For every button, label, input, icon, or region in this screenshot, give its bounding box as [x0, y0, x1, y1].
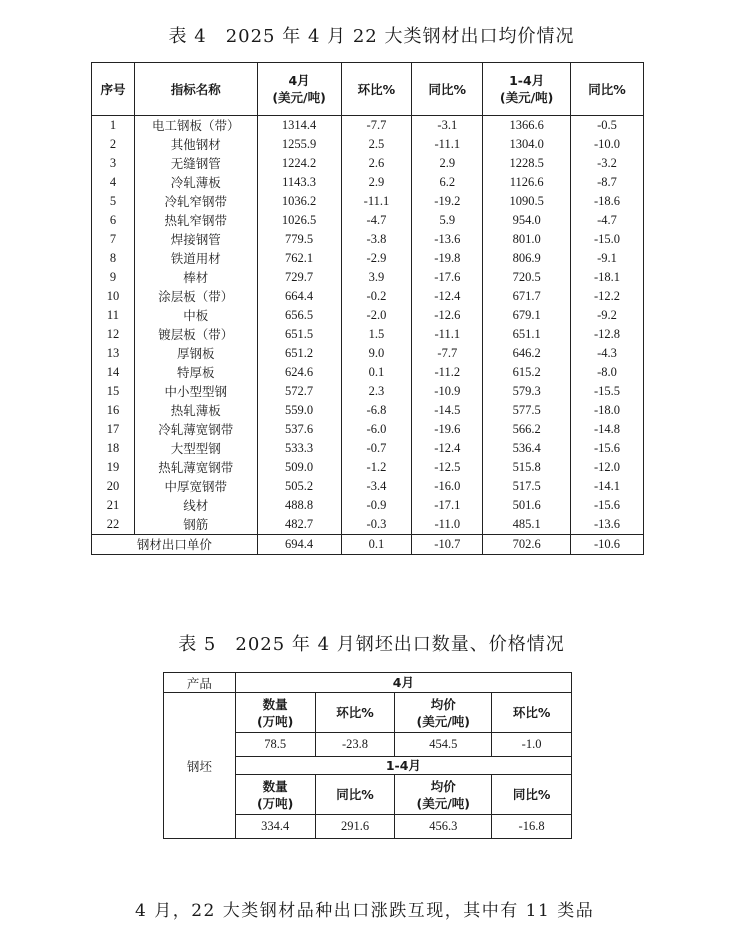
row-april: 537.6 — [257, 420, 341, 439]
ytd-price-chg-header: 同比% — [492, 775, 572, 815]
row-no: 12 — [92, 325, 135, 344]
row-ytd-yoy: -15.5 — [571, 382, 644, 401]
table-row — [92, 515, 644, 535]
row-mom: 0.1 — [341, 363, 412, 382]
table5-title: 表 5 2025 年 4 月钢坯出口数量、价格情况 — [178, 634, 565, 655]
row-ytd: 671.7 — [483, 287, 571, 306]
row-yoy: -7.7 — [412, 344, 483, 363]
row-ytd: 501.6 — [483, 496, 571, 515]
row-mom: 2.5 — [341, 135, 412, 154]
row-ytd-yoy: -18.6 — [571, 192, 644, 211]
row-name: 热轧薄板 — [134, 401, 257, 420]
row-ytd: 615.2 — [483, 363, 571, 382]
apr-qty-chg: -23.8 — [315, 733, 395, 757]
row-mom: -0.2 — [341, 287, 412, 306]
total-mom: 0.1 — [341, 535, 412, 555]
row-mom: -1.2 — [341, 458, 412, 477]
row-yoy: 2.9 — [412, 154, 483, 173]
total-label: 钢材出口单价 — [92, 535, 258, 555]
row-no: 13 — [92, 344, 135, 363]
apr-qty-header — [235, 693, 315, 733]
row-april: 509.0 — [257, 458, 341, 477]
row-mom: 3.9 — [341, 268, 412, 287]
table-row — [92, 363, 644, 382]
ytd-qty-chg: 291.6 — [315, 815, 395, 839]
row-april: 1255.9 — [257, 135, 341, 154]
row-name: 特厚板 — [134, 363, 257, 382]
row-april: 651.5 — [257, 325, 341, 344]
row-mom: -2.0 — [341, 306, 412, 325]
row-name: 铁道用材 — [134, 249, 257, 268]
row-yoy: -12.4 — [412, 287, 483, 306]
row-ytd: 517.5 — [483, 477, 571, 496]
row-ytd: 579.3 — [483, 382, 571, 401]
row-mom: -3.4 — [341, 477, 412, 496]
table-row — [92, 249, 644, 268]
row-no: 19 — [92, 458, 135, 477]
table-row — [92, 116, 644, 136]
row-april: 762.1 — [257, 249, 341, 268]
row-ytd: 485.1 — [483, 515, 571, 535]
table-row — [92, 382, 644, 401]
period-ytd: 1-4月 — [235, 757, 571, 775]
row-no: 21 — [92, 496, 135, 515]
table-row — [92, 135, 644, 154]
row-yoy: -17.1 — [412, 496, 483, 515]
row-no: 20 — [92, 477, 135, 496]
row-mom: -3.8 — [341, 230, 412, 249]
row-ytd-yoy: -14.8 — [571, 420, 644, 439]
row-april: 482.7 — [257, 515, 341, 535]
row-name: 厚钢板 — [134, 344, 257, 363]
row-name: 冷轧窄钢带 — [134, 192, 257, 211]
row-name: 中板 — [134, 306, 257, 325]
row-april: 1314.4 — [257, 116, 341, 136]
row-april: 624.6 — [257, 363, 341, 382]
apr-price-header-l1: 均价 — [430, 696, 456, 712]
row-yoy: -11.2 — [412, 363, 483, 382]
row-ytd: 1090.5 — [483, 192, 571, 211]
apr-qty-header-l2: (万吨) — [256, 713, 294, 729]
ytd-qty: 334.4 — [235, 815, 315, 839]
row-ytd: 720.5 — [483, 268, 571, 287]
header-ytd-yoy: 同比% — [571, 63, 644, 116]
row-ytd: 679.1 — [483, 306, 571, 325]
row-mom: -2.9 — [341, 249, 412, 268]
row-ytd-yoy: -15.6 — [571, 439, 644, 458]
row-mom: 1.5 — [341, 325, 412, 344]
product-label: 产品 — [164, 673, 236, 693]
row-april: 1026.5 — [257, 211, 341, 230]
steel-export-price-table — [91, 62, 644, 555]
table-row — [92, 325, 644, 344]
row-ytd: 651.1 — [483, 325, 571, 344]
row-mom: -6.0 — [341, 420, 412, 439]
row-yoy: -11.0 — [412, 515, 483, 535]
row-ytd-yoy: -12.8 — [571, 325, 644, 344]
row-name: 冷轧薄板 — [134, 173, 257, 192]
row-name: 焊接钢管 — [134, 230, 257, 249]
row-name: 涂层板（带） — [134, 287, 257, 306]
row-ytd: 515.8 — [483, 458, 571, 477]
ytd-price: 456.3 — [395, 815, 492, 839]
row-april: 559.0 — [257, 401, 341, 420]
table5-apr-header — [164, 693, 572, 733]
ytd-price-header-l1: 均价 — [430, 778, 456, 794]
row-april: 533.3 — [257, 439, 341, 458]
row-mom: 2.6 — [341, 154, 412, 173]
table-row — [92, 211, 644, 230]
row-no: 2 — [92, 135, 135, 154]
table-row — [92, 401, 644, 420]
ytd-qty-header-l1: 数量 — [262, 778, 288, 794]
row-yoy: -11.1 — [412, 325, 483, 344]
row-april: 1224.2 — [257, 154, 341, 173]
row-ytd: 806.9 — [483, 249, 571, 268]
table-row — [92, 458, 644, 477]
row-no: 4 — [92, 173, 135, 192]
row-ytd-yoy: -4.3 — [571, 344, 644, 363]
row-april: 505.2 — [257, 477, 341, 496]
row-april: 572.7 — [257, 382, 341, 401]
row-no: 6 — [92, 211, 135, 230]
total-ytd: 702.6 — [483, 535, 571, 555]
table5-row-top — [164, 673, 572, 693]
row-yoy: -17.6 — [412, 268, 483, 287]
header-mom: 环比% — [341, 63, 412, 116]
row-yoy: 5.9 — [412, 211, 483, 230]
table-row — [92, 496, 644, 515]
row-yoy: -12.6 — [412, 306, 483, 325]
row-no: 11 — [92, 306, 135, 325]
row-ytd-yoy: -15.0 — [571, 230, 644, 249]
row-ytd: 536.4 — [483, 439, 571, 458]
row-name: 冷轧薄宽钢带 — [134, 420, 257, 439]
row-ytd-yoy: -14.1 — [571, 477, 644, 496]
row-ytd: 954.0 — [483, 211, 571, 230]
ytd-price-chg: -16.8 — [492, 815, 572, 839]
row-yoy: -10.9 — [412, 382, 483, 401]
row-ytd-yoy: -13.6 — [571, 515, 644, 535]
row-yoy: -19.2 — [412, 192, 483, 211]
product-name: 钢坯 — [164, 693, 236, 839]
row-ytd-yoy: -18.0 — [571, 401, 644, 420]
row-yoy: -16.0 — [412, 477, 483, 496]
row-april: 656.5 — [257, 306, 341, 325]
row-ytd-yoy: -9.1 — [571, 249, 644, 268]
row-ytd-yoy: -15.6 — [571, 496, 644, 515]
header-name: 指标名称 — [134, 63, 257, 116]
row-ytd-yoy: -4.7 — [571, 211, 644, 230]
row-no: 10 — [92, 287, 135, 306]
header-april-line1: 4月 — [288, 73, 310, 88]
table4-title: 表 4 2025 年 4 月 22 大类钢材出口均价情况 — [168, 26, 575, 47]
row-april: 1143.3 — [257, 173, 341, 192]
apr-qty: 78.5 — [235, 733, 315, 757]
row-ytd-yoy: -12.0 — [571, 458, 644, 477]
table-row — [92, 439, 644, 458]
row-no: 9 — [92, 268, 135, 287]
row-mom: 2.3 — [341, 382, 412, 401]
table4-total-row — [92, 535, 644, 555]
table-row — [92, 154, 644, 173]
header-ytd-line2: (美元/吨) — [499, 90, 554, 105]
row-name: 中小型型钢 — [134, 382, 257, 401]
table4-header-row — [92, 63, 644, 116]
row-ytd-yoy: -10.0 — [571, 135, 644, 154]
row-mom: -4.7 — [341, 211, 412, 230]
table4-body — [92, 116, 644, 535]
row-yoy: -19.6 — [412, 420, 483, 439]
row-ytd-yoy: -9.2 — [571, 306, 644, 325]
row-ytd: 646.2 — [483, 344, 571, 363]
table-row — [92, 192, 644, 211]
row-ytd-yoy: -18.1 — [571, 268, 644, 287]
row-no: 17 — [92, 420, 135, 439]
row-ytd: 1304.0 — [483, 135, 571, 154]
row-mom: -11.1 — [341, 192, 412, 211]
row-ytd-yoy: -12.2 — [571, 287, 644, 306]
row-ytd: 577.5 — [483, 401, 571, 420]
table-row — [92, 306, 644, 325]
apr-price-chg-header: 环比% — [492, 693, 572, 733]
row-yoy: 6.2 — [412, 173, 483, 192]
header-ytd-line1: 1-4月 — [509, 73, 545, 88]
table-row — [92, 477, 644, 496]
apr-qty-chg-header: 环比% — [315, 693, 395, 733]
row-ytd: 1126.6 — [483, 173, 571, 192]
row-april: 488.8 — [257, 496, 341, 515]
row-no: 7 — [92, 230, 135, 249]
billet-export-table — [163, 672, 572, 839]
header-april — [257, 63, 341, 116]
row-no: 14 — [92, 363, 135, 382]
table-row — [92, 268, 644, 287]
row-yoy: -3.1 — [412, 116, 483, 136]
row-mom: -7.7 — [341, 116, 412, 136]
ytd-qty-header — [235, 775, 315, 815]
apr-price-header-l2: (美元/吨) — [416, 713, 471, 729]
row-ytd-yoy: -8.0 — [571, 363, 644, 382]
ytd-qty-chg-header: 同比% — [315, 775, 395, 815]
row-ytd-yoy: -0.5 — [571, 116, 644, 136]
row-yoy: -13.6 — [412, 230, 483, 249]
row-ytd-yoy: -8.7 — [571, 173, 644, 192]
total-april: 694.4 — [257, 535, 341, 555]
row-ytd: 1228.5 — [483, 154, 571, 173]
row-name: 钢筋 — [134, 515, 257, 535]
row-no: 3 — [92, 154, 135, 173]
row-april: 729.7 — [257, 268, 341, 287]
row-name: 热轧窄钢带 — [134, 211, 257, 230]
row-no: 16 — [92, 401, 135, 420]
row-no: 22 — [92, 515, 135, 535]
ytd-price-header-l2: (美元/吨) — [416, 795, 471, 811]
row-name: 线材 — [134, 496, 257, 515]
body-paragraph: 4 月，22 大类钢材品种出口涨跌互现，其中有 11 类品 — [135, 901, 595, 921]
apr-qty-header-l1: 数量 — [262, 696, 288, 712]
row-mom: 2.9 — [341, 173, 412, 192]
apr-price-header — [395, 693, 492, 733]
row-ytd: 801.0 — [483, 230, 571, 249]
row-yoy: -11.1 — [412, 135, 483, 154]
apr-price: 454.5 — [395, 733, 492, 757]
row-ytd: 566.2 — [483, 420, 571, 439]
row-name: 大型型钢 — [134, 439, 257, 458]
row-name: 其他钢材 — [134, 135, 257, 154]
header-no: 序号 — [92, 63, 135, 116]
table-row — [92, 420, 644, 439]
row-yoy: -12.4 — [412, 439, 483, 458]
header-yoy: 同比% — [412, 63, 483, 116]
row-name: 镀层板（带） — [134, 325, 257, 344]
table-row — [92, 344, 644, 363]
row-ytd: 1366.6 — [483, 116, 571, 136]
row-name: 中厚宽钢带 — [134, 477, 257, 496]
table-row — [92, 230, 644, 249]
row-yoy: -14.5 — [412, 401, 483, 420]
row-yoy: -12.5 — [412, 458, 483, 477]
row-mom: -0.7 — [341, 439, 412, 458]
row-no: 8 — [92, 249, 135, 268]
header-ytd — [483, 63, 571, 116]
row-no: 15 — [92, 382, 135, 401]
row-no: 1 — [92, 116, 135, 136]
row-name: 电工钢板（带） — [134, 116, 257, 136]
table-row — [92, 287, 644, 306]
row-mom: 9.0 — [341, 344, 412, 363]
row-april: 664.4 — [257, 287, 341, 306]
ytd-price-header — [395, 775, 492, 815]
row-yoy: -19.8 — [412, 249, 483, 268]
row-april: 1036.2 — [257, 192, 341, 211]
period-april: 4月 — [235, 673, 571, 693]
ytd-qty-header-l2: (万吨) — [256, 795, 294, 811]
row-name: 热轧薄宽钢带 — [134, 458, 257, 477]
header-april-line2: (美元/吨) — [272, 90, 326, 105]
row-no: 5 — [92, 192, 135, 211]
row-mom: -6.8 — [341, 401, 412, 420]
row-name: 无缝钢管 — [134, 154, 257, 173]
table-row — [92, 173, 644, 192]
apr-price-chg: -1.0 — [492, 733, 572, 757]
row-april: 779.5 — [257, 230, 341, 249]
row-mom: -0.3 — [341, 515, 412, 535]
row-mom: -0.9 — [341, 496, 412, 515]
row-april: 651.2 — [257, 344, 341, 363]
row-ytd-yoy: -3.2 — [571, 154, 644, 173]
total-ytd-yoy: -10.6 — [571, 535, 644, 555]
row-no: 18 — [92, 439, 135, 458]
total-yoy: -10.7 — [412, 535, 483, 555]
row-name: 棒材 — [134, 268, 257, 287]
